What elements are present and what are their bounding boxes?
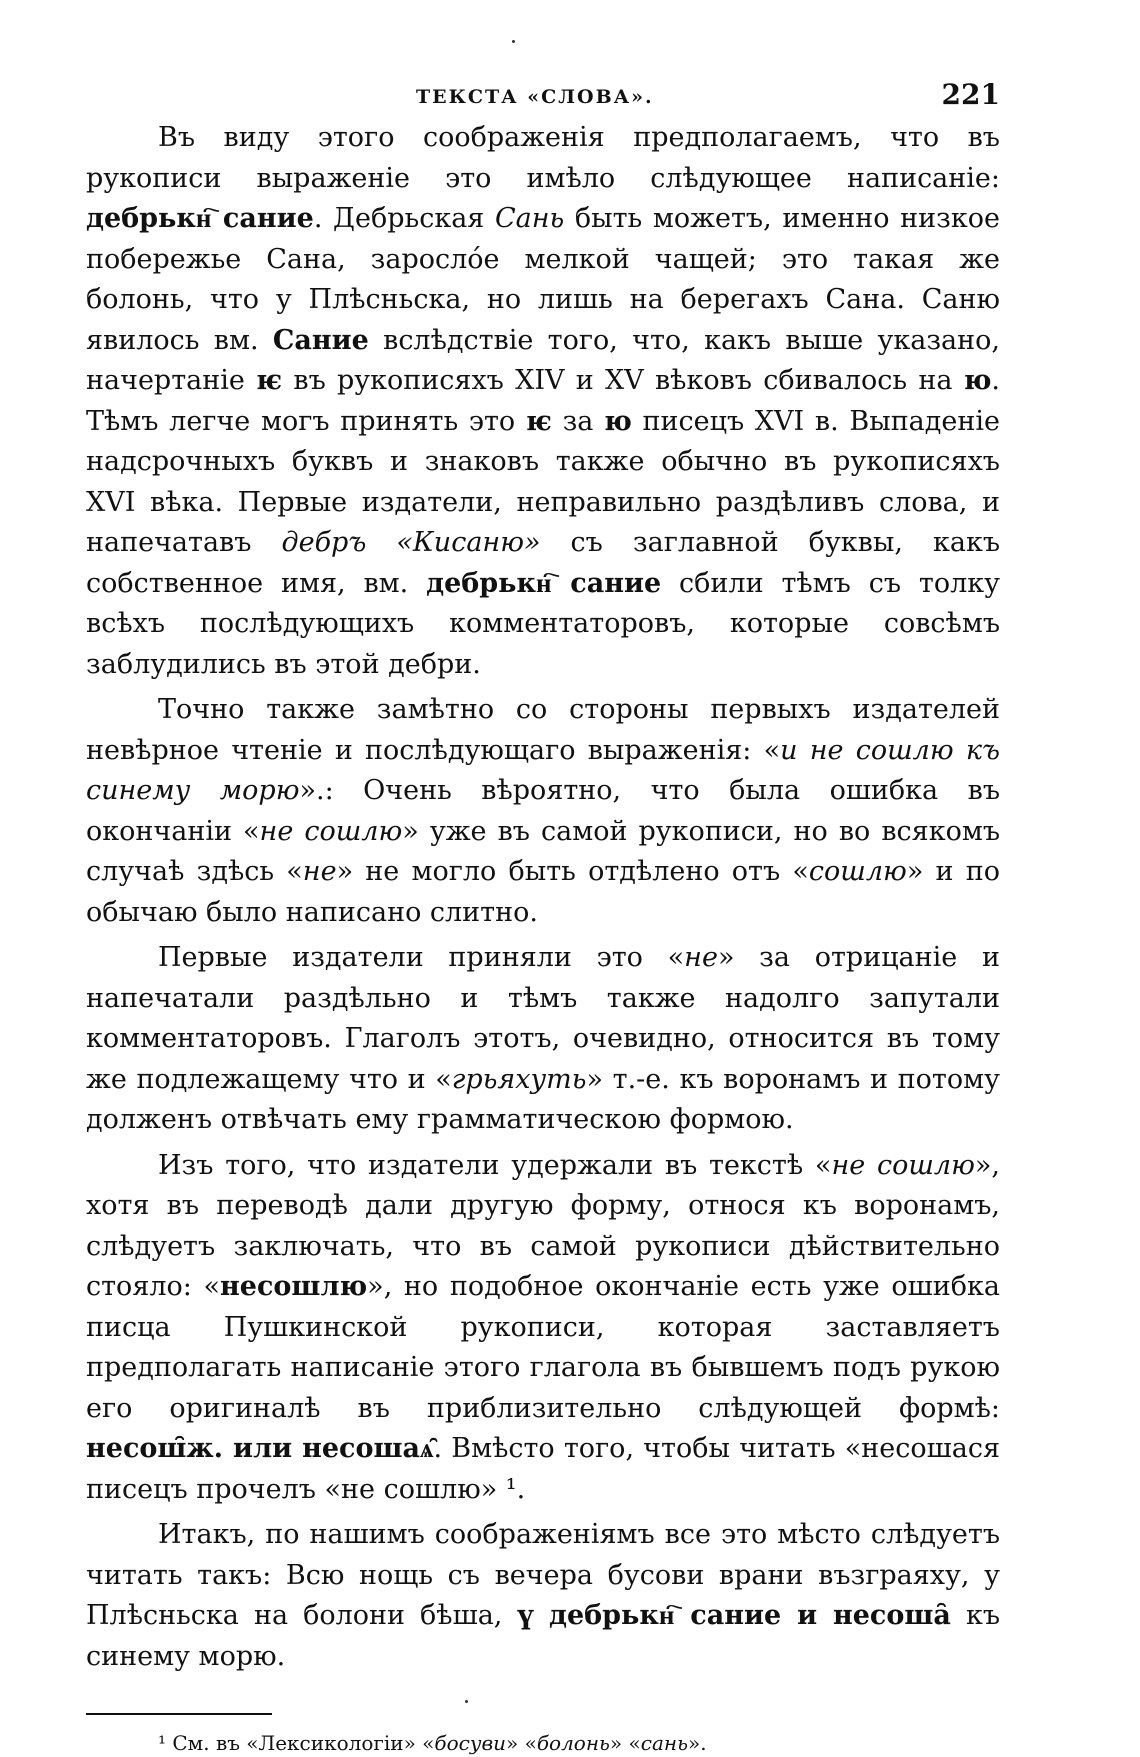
print-speck [512, 40, 515, 43]
bold-text: ѥ [256, 365, 283, 396]
bold-text: ѥ [525, 405, 552, 437]
text-run: къ синему морю. [86, 1600, 1000, 1672]
italic-text: грьяхуть [451, 1063, 587, 1095]
paragraph [86, 118, 1000, 685]
italic-text: босуви [434, 1731, 506, 1755]
bold-text: Сание [272, 324, 369, 356]
paragraph [86, 690, 1000, 933]
text-run: », хотя въ переводѣ дали другую форму, относя къ воронамъ, слѣдуетъ заключать, что въ самой рукописи дѣйствительно стояло: « [86, 1149, 1000, 1302]
text-run: сбили тѣмъ съ толку всѣхъ послѣдующихъ комментаторовъ, которые совсѣмъ заблудились въ этой дебри. [86, 567, 1000, 680]
text-run: . Тѣмъ легче могъ принять это [86, 365, 1000, 437]
text-run: быть можетъ, именно низкое побережье Сана, заросло́е мелкой чащей; это такая же болонь, что у Плѣсньска, но лишь на берегахъ Сана. Саню явилось вм. [86, 203, 1001, 356]
text-run: » за отрицаніе и напечатали раздѣльно и тѣмъ также надолго запутали комментаторовъ. Глаголъ этотъ, очевидно, относится въ тому же подлежащему что и « [86, 942, 1000, 1095]
italic-text: Сань [494, 203, 565, 234]
text-run: » уже въ самой рукописи, но во всякомъ случаѣ здѣсь « [86, 815, 1001, 887]
italic-text: не сошлю [259, 815, 403, 847]
text-run: » « [505, 1731, 537, 1755]
text-run: », но подобное окончаніе есть уже ошибка писца Пушкинской рукописи, которая заставляетъ предполагать написаніе этого глагола въ бывшемъ подъ рукою его оригиналѣ въ приблизительно слѣдующей формѣ: [86, 1271, 1001, 1424]
text-run: вслѣдствіе того, что, какъ выше указано, начертаніе [86, 324, 1000, 396]
page-number: 221 [941, 78, 1000, 111]
italic-text: не сошлю [831, 1149, 975, 1181]
book-page [86, 70, 1000, 1757]
bold-text: ю [963, 365, 992, 396]
italic-text: дебръ «Кисаню» [281, 527, 541, 558]
italic-text: сошлю [808, 856, 907, 887]
paragraph [86, 1146, 1000, 1511]
running-head: ТЕКСТА «СЛОВА». [416, 86, 654, 108]
text-run: съ заглавной буквы, какъ собственное имя, вм. [86, 527, 1000, 599]
italic-text: сань [640, 1731, 688, 1755]
bold-text: ү дебрькн҇ сание и несоша̑ [517, 1600, 951, 1631]
footnote-divider [86, 1713, 272, 1715]
bold-text: ю [604, 405, 632, 437]
text-run: » т.-е. къ воронамъ и потому долженъ отвѣчать ему грамматическою формою. [86, 1063, 1000, 1135]
bold-text: несош̑ж. или несошаѧ̑ [86, 1433, 434, 1464]
paragraph [86, 938, 1000, 1141]
text-run: . Дебрьская [313, 203, 495, 234]
text-run: Точно также замѣтно со стороны первыхъ издателей невѣрное чтеніе и послѣдующаго выраженія: « [86, 694, 1000, 766]
bold-text: несошлю [220, 1271, 368, 1302]
bold-text: дебрькн҇ сание [426, 567, 662, 599]
text-run: Первые издатели приняли это « [158, 942, 685, 973]
text-run: Изъ того, что издатели удержали въ текстѣ « [158, 1149, 832, 1181]
text-run: Въ виду этого соображенія предполагаемъ, что въ рукописи выраженіе это имѣло слѣдующее написаніе: [86, 122, 1000, 194]
text-run: за [551, 405, 605, 437]
text-run: » не могло быть отдѣлено отъ « [336, 856, 809, 887]
paragraph [86, 1515, 1000, 1677]
text-run: писецъ XVI в. Выпаденіе надсрочныхъ буквъ и знаковъ также обычно въ рукописяхъ XVI вѣка. Первые издатели, неправильно раздѣливъ слова, и напечатавъ [86, 405, 1000, 558]
text-run: ».: Очень вѣроятно, что была ошибка въ окончаніи « [86, 775, 1000, 847]
text-run: ». [687, 1731, 707, 1755]
text-run: въ рукописяхъ XIV и XV вѣковъ сбивалось на [282, 365, 964, 396]
page-header [86, 70, 1000, 118]
body-text [86, 118, 1000, 1677]
text-run: » и по обычаю было написано слитно. [86, 856, 1000, 928]
italic-text: не [302, 856, 337, 887]
text-run: » « [609, 1731, 641, 1755]
bold-text: дебрькн҇ сание [86, 203, 314, 234]
text-run: Итакъ, по нашимъ соображеніямъ все это мѣсто слѣдуетъ читать такъ: Всю нощь съ вечера бусови врани възграяху, у Плѣсньска на болони бѣша, [86, 1519, 1000, 1631]
italic-text: и не сошлю къ синему морю [86, 734, 1000, 806]
italic-text: не [684, 942, 718, 973]
italic-text: болонь [536, 1731, 610, 1755]
footnote [86, 1729, 1000, 1757]
text-run: . Вмѣсто того, чтобы читать «несошася писецъ прочелъ «не сошлю» ¹. [86, 1433, 1001, 1505]
text-run: ¹ См. въ «Лексикологіи» « [158, 1731, 435, 1755]
